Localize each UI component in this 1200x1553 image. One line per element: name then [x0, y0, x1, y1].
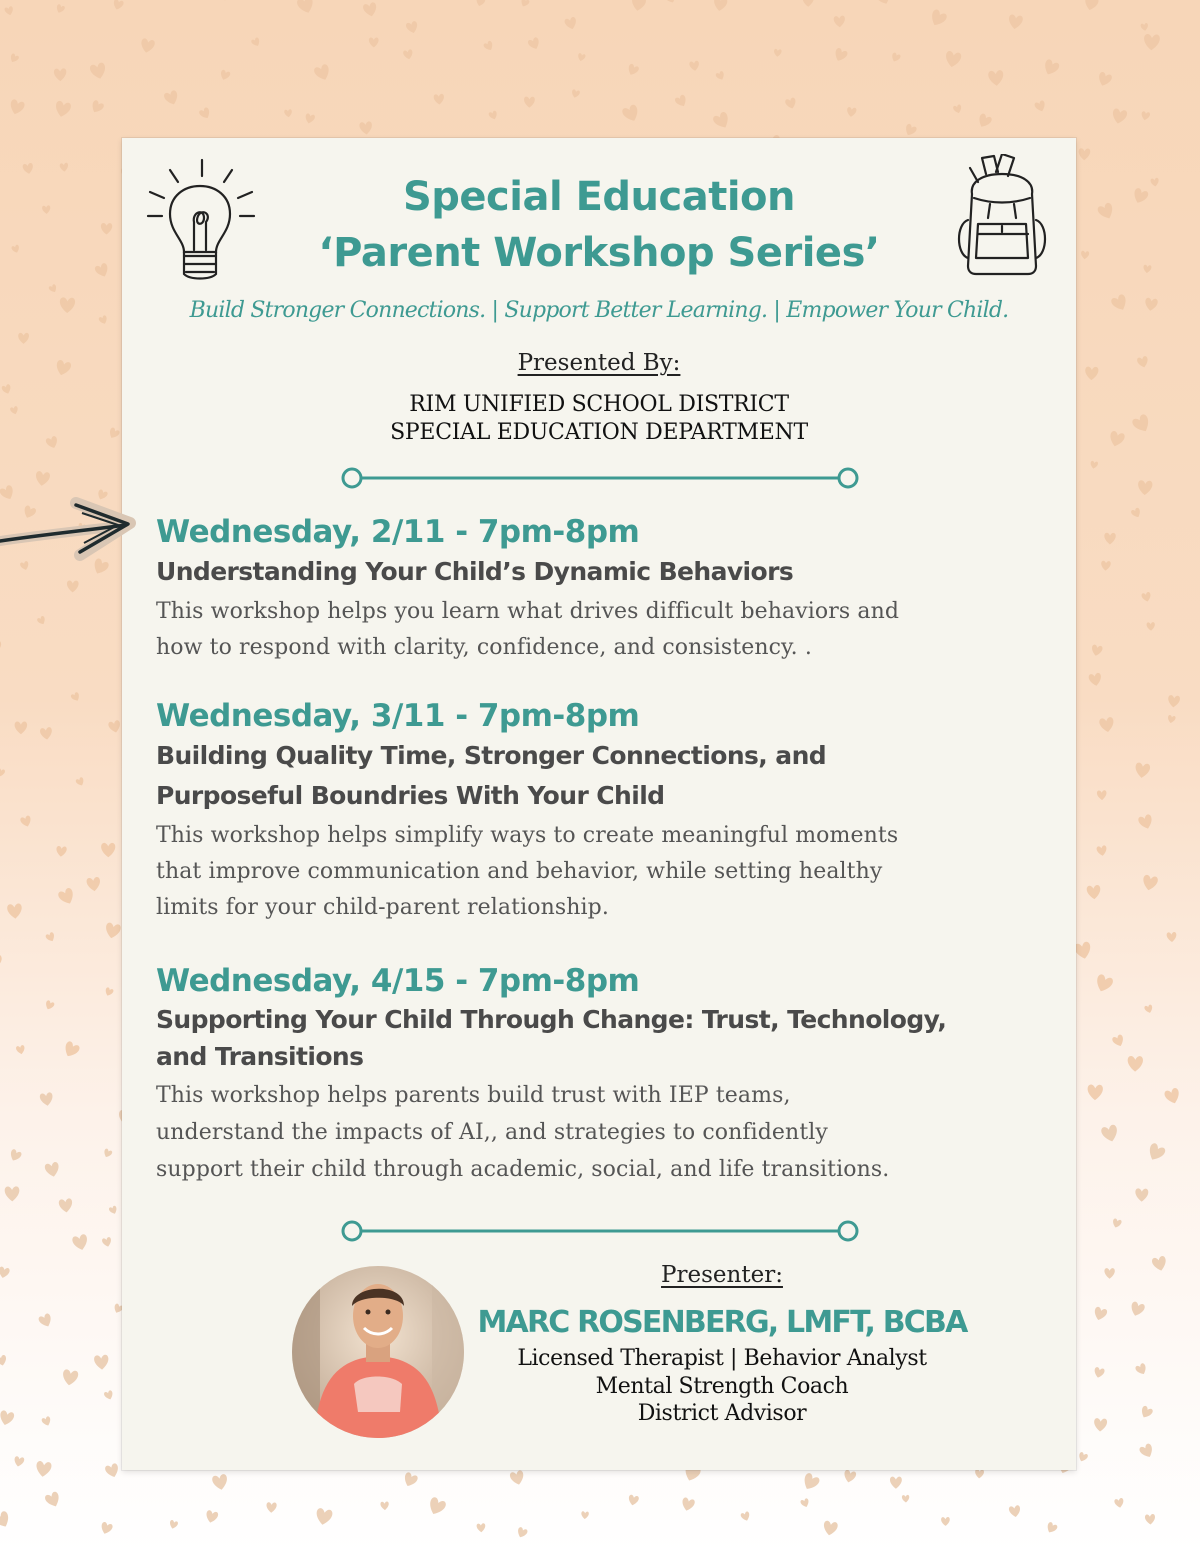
heart-decoration: [0, 1355, 8, 1367]
title-line: and Transitions: [156, 1042, 364, 1071]
heart-decoration: [45, 435, 59, 449]
heart-decoration: [571, 89, 581, 99]
session-3: [156, 961, 1051, 1188]
session-1-title: Understanding Your Child’s Dynamic Behaviors: [156, 557, 794, 586]
heart-decoration: [48, 284, 58, 294]
heart-decoration: [433, 94, 444, 105]
title-line: Purposeful Boundries With Your Child: [156, 781, 665, 810]
heart-decoration: [988, 70, 1004, 87]
heart-decoration: [251, 37, 262, 48]
session-1-date: Wednesday, 2/11 - 7pm-8pm: [156, 514, 640, 550]
heart-decoration: [86, 877, 101, 892]
heart-decoration: [54, 359, 72, 377]
heart-decoration: [1104, 1268, 1114, 1279]
presenter-credential-2: Mental Strength Coach: [595, 1374, 849, 1399]
heart-decoration: [1167, 715, 1176, 724]
heart-decoration: [101, 843, 115, 858]
heart-decoration: [1034, 100, 1047, 113]
title-line-1: Special Education: [402, 174, 796, 220]
heart-decoration: [1, 384, 12, 395]
heart-decoration: [1041, 58, 1060, 77]
heart-decoration: [1151, 1255, 1168, 1272]
heart-decoration: [832, 47, 848, 63]
heart-decoration: [54, 100, 72, 118]
heart-decoration: [1008, 1505, 1021, 1518]
heart-decoration: [902, 1495, 910, 1503]
heart-decoration: [1092, 1306, 1108, 1322]
heart-decoration: [1077, 1452, 1088, 1463]
heart-decoration: [1110, 293, 1129, 313]
heart-decoration: [976, 113, 993, 130]
heart-decoration: [1131, 413, 1153, 435]
heart-decoration: [1112, 1218, 1123, 1229]
heart-decoration: [112, 0, 124, 11]
heart-decoration: [10, 406, 19, 416]
heart-decoration: [359, 121, 373, 135]
heart-decoration: [1086, 885, 1101, 900]
heart-decoration: [198, 107, 212, 121]
heart-decoration: [102, 1148, 112, 1159]
heart-decoration: [22, 163, 34, 175]
description-line: This workshop helps parents build trust with IEP teams,: [156, 1083, 791, 1108]
heart-decoration: [1090, 461, 1099, 470]
heart-decoration: [1140, 23, 1148, 31]
heart-decoration: [1078, 148, 1090, 160]
heart-decoration: [1144, 1004, 1154, 1014]
heart-decoration: [1143, 265, 1152, 274]
heart-decoration: [1074, 941, 1093, 960]
heart-decoration: [163, 90, 180, 107]
heart-decoration: [1143, 34, 1160, 51]
heart-decoration: [1097, 202, 1116, 222]
heart-decoration: [577, 53, 586, 62]
flyer-card: [122, 138, 1076, 1470]
heart-decoration: [1150, 178, 1159, 187]
heart-decoration: [9, 53, 20, 64]
session-2: [156, 696, 1051, 926]
description-line: This workshop helps simplify ways to create meaningful moments: [156, 823, 899, 848]
heart-decoration: [890, 52, 901, 63]
heart-decoration: [405, 21, 419, 35]
description-line: support their child through academic, social, and life transitions.: [156, 1157, 890, 1182]
heart-decoration: [212, 1474, 229, 1492]
heart-decoration: [834, 16, 846, 28]
heart-decoration: [205, 1510, 219, 1524]
heart-decoration: [1164, 1087, 1182, 1105]
heart-decoration: [1141, 592, 1152, 603]
heart-decoration: [475, 0, 486, 7]
heart-decoration: [509, 1470, 525, 1486]
heart-decoration: [56, 846, 67, 857]
heart-decoration: [1085, 366, 1099, 380]
heart-decoration: [1099, 717, 1115, 733]
heart-decoration: [101, 223, 112, 235]
heart-decoration: [60, 163, 69, 172]
heart-decoration: [15, 721, 28, 734]
heart-decoration: [1167, 695, 1180, 708]
heart-decoration: [104, 987, 114, 997]
heart-decoration: [219, 69, 231, 81]
divider-top: [340, 466, 860, 490]
heart-decoration: [680, 1497, 695, 1512]
heart-decoration: [1096, 845, 1107, 857]
heart-decoration: [139, 38, 155, 54]
heart-decoration: [1129, 1301, 1146, 1318]
heart-decoration: [928, 8, 948, 28]
presenter-name: MARC ROSENBERG, LMFT, BCBA: [477, 1305, 967, 1340]
heart-decoration: [1139, 1405, 1154, 1420]
heart-decoration: [0, 1266, 10, 1279]
heart-decoration: [0, 640, 2, 652]
title-line: Supporting Your Child Through Change: Trust, Technology,: [156, 1005, 947, 1034]
heart-decoration: [403, 49, 414, 60]
heart-decoration: [45, 932, 56, 943]
heart-decoration: [37, 615, 47, 625]
heart-decoration: [72, 1234, 90, 1252]
heart-decoration: [975, 1469, 985, 1479]
heart-decoration: [1083, 0, 1099, 12]
heart-decoration: [785, 97, 798, 110]
heart-decoration: [107, 427, 120, 440]
heart-decoration: [1145, 1514, 1156, 1525]
heart-decoration: [803, 0, 814, 7]
description-line: how to respond with clarity, confidence, and consistency. .: [156, 635, 812, 660]
heart-decoration: [476, 1523, 485, 1532]
arrow-right-icon: [0, 495, 140, 575]
heart-decoration: [800, 1498, 810, 1508]
divider-bottom: [340, 1219, 860, 1243]
heart-decoration: [890, 1477, 902, 1489]
session-1: [156, 512, 1051, 666]
heart-decoration: [626, 63, 640, 77]
session-3-date: Wednesday, 4/15 - 7pm-8pm: [156, 963, 640, 999]
heart-decoration: [1008, 14, 1024, 30]
heart-decoration: [70, 692, 81, 703]
heart-decoration: [875, 0, 893, 6]
heart-decoration: [104, 922, 122, 940]
heart-decoration: [953, 104, 963, 114]
heart-decoration: [524, 97, 535, 108]
heart-decoration: [67, 580, 79, 592]
heart-decoration: [1131, 187, 1149, 205]
heart-decoration: [1141, 874, 1158, 891]
heart-decoration: [315, 1508, 333, 1527]
heart-decoration: [1140, 111, 1150, 121]
heart-decoration: [822, 1520, 838, 1536]
heart-decoration: [8, 1149, 22, 1163]
heart-decoration: [44, 1161, 60, 1178]
heart-decoration: [296, 0, 316, 15]
heart-decoration: [740, 1511, 751, 1522]
heart-decoration: [1108, 430, 1126, 448]
heart-decoration: [800, 1472, 820, 1493]
heart-decoration: [527, 37, 541, 51]
heart-decoration: [99, 1521, 113, 1535]
heart-decoration: [98, 315, 108, 325]
heart-decoration: [42, 205, 51, 214]
session-3-description: [156, 1077, 1051, 1188]
heart-decoration: [94, 262, 111, 279]
heart-decoration: [60, 297, 76, 313]
heart-decoration: [621, 104, 641, 124]
heart-decoration: [40, 727, 53, 740]
department-name: SPECIAL EDUCATION DEPARTMENT: [390, 420, 808, 445]
heart-decoration: [16, 1045, 26, 1055]
heart-decoration: [62, 1040, 81, 1059]
heart-decoration: [564, 16, 578, 30]
description-line: that improve communication and behavior, while setting healthy: [156, 859, 883, 884]
heart-decoration: [1114, 1498, 1125, 1509]
heart-decoration: [35, 471, 51, 487]
heart-decoration: [1081, 251, 1090, 260]
heart-decoration: [483, 40, 495, 52]
heart-decoration: [1088, 672, 1102, 686]
heart-decoration: [1135, 1188, 1148, 1201]
heart-decoration: [0, 1510, 12, 1530]
heart-decoration: [61, 1369, 78, 1387]
heart-decoration: [1100, 1124, 1119, 1144]
heart-decoration: [1045, 1521, 1058, 1534]
heart-decoration: [0, 768, 5, 778]
heart-decoration: [581, 1511, 589, 1519]
district-name: RIM UNIFIED SCHOOL DISTRICT: [409, 392, 789, 417]
heart-decoration: [104, 1463, 120, 1479]
heart-decoration: [58, 1198, 73, 1213]
presenter-credential-3: District Advisor: [637, 1401, 807, 1426]
heart-decoration: [20, 815, 33, 828]
heart-decoration: [1093, 1367, 1105, 1379]
heart-decoration: [1097, 790, 1107, 800]
heart-decoration: [0, 1410, 15, 1427]
heart-decoration: [94, 1355, 109, 1371]
heart-decoration: [773, 49, 781, 57]
heart-decoration: [108, 1205, 118, 1215]
heart-decoration: [41, 1416, 52, 1427]
title-line: Building Quality Time, Stronger Connections, and: [156, 741, 827, 770]
presented-by-label: Presented By:: [517, 350, 681, 376]
description-line: This workshop helps you learn what drives difficult behaviors and: [156, 599, 900, 624]
heart-decoration: [108, 720, 122, 734]
heart-decoration: [1138, 1443, 1155, 1460]
heart-decoration: [1127, 1056, 1143, 1072]
heart-decoration: [103, 1390, 114, 1401]
heart-decoration: [488, 110, 498, 120]
heart-decoration: [663, 0, 678, 5]
heart-decoration: [715, 71, 726, 82]
heart-decoration: [1166, 932, 1176, 943]
heart-decoration: [54, 68, 67, 81]
heart-decoration: [1093, 973, 1114, 994]
heart-decoration: [1094, 1418, 1108, 1432]
heart-decoration: [627, 1494, 639, 1506]
heart-decoration: [843, 1469, 857, 1483]
heart-decoration: [89, 99, 105, 115]
heart-decoration: [38, 1313, 54, 1329]
session-2-date: Wednesday, 3/11 - 7pm-8pm: [156, 698, 640, 734]
presenter-label: Presenter:: [661, 1262, 783, 1288]
heart-decoration: [7, 903, 23, 919]
heart-decoration: [519, 0, 530, 8]
heart-decoration: [1087, 1084, 1103, 1100]
heart-decoration: [13, 1456, 25, 1468]
heart-decoration: [713, 0, 728, 12]
heart-decoration: [1137, 480, 1152, 495]
heart-decoration: [380, 1501, 389, 1510]
heart-decoration: [903, 123, 917, 137]
heart-decoration: [941, 1517, 950, 1526]
heart-decoration: [1135, 1363, 1149, 1377]
heart-decoration: [304, 113, 315, 124]
description-line: limits for your child-parent relationship.: [156, 895, 609, 920]
heart-decoration: [35, 1461, 52, 1478]
heart-decoration: [674, 94, 689, 109]
heart-decoration: [5, 1186, 20, 1201]
heart-decoration: [631, 0, 647, 12]
heart-decoration: [516, 1526, 529, 1539]
heart-decoration: [169, 1520, 179, 1530]
heart-decoration: [39, 1092, 54, 1107]
heart-decoration: [1111, 108, 1128, 125]
title-line-2: ‘Parent Workshop Series’: [318, 230, 880, 276]
heart-decoration: [1111, 1034, 1125, 1048]
heart-decoration: [11, 244, 20, 254]
heart-decoration: [1096, 71, 1112, 88]
heart-decoration: [44, 1491, 62, 1509]
description-line: understand the impacts of AI,, and strategies to confidently: [156, 1120, 828, 1145]
heart-decoration: [1145, 1142, 1166, 1163]
heart-decoration: [18, 333, 29, 344]
heart-decoration: [944, 50, 962, 68]
heart-decoration: [313, 63, 332, 82]
heart-decoration: [846, 107, 856, 118]
heart-decoration: [1091, 644, 1103, 657]
heart-decoration: [1137, 814, 1154, 831]
heart-decoration: [44, 1000, 55, 1011]
heart-decoration: [1144, 297, 1158, 311]
heart-decoration: [1101, 561, 1111, 571]
heart-decoration: [1104, 533, 1116, 545]
heart-decoration: [712, 111, 732, 131]
heart-decoration: [55, 4, 65, 15]
presenter-credential-1: Licensed Therapist | Behavior Analyst: [517, 1346, 927, 1371]
heart-decoration: [1130, 507, 1142, 519]
heart-decoration: [75, 777, 85, 787]
session-3-title: [156, 1001, 1051, 1075]
session-2-description: [156, 818, 1051, 926]
heart-decoration: [89, 62, 107, 81]
heart-decoration: [284, 109, 292, 118]
heart-decoration: [362, 2, 378, 18]
heart-decoration: [8, 99, 25, 116]
heart-decoration: [426, 1496, 447, 1517]
presenter-photo: [292, 1266, 464, 1438]
heart-decoration: [369, 37, 379, 47]
heart-decoration: [57, 887, 76, 907]
heart-decoration: [1137, 356, 1150, 369]
heart-decoration: [4, 6, 14, 16]
heart-decoration: [1146, 622, 1155, 631]
heart-decoration: [1134, 762, 1150, 778]
tagline: Build Stronger Connections. | Support Better Learning. | Empower Your Child.: [189, 298, 1009, 323]
heart-decoration: [102, 1237, 113, 1248]
session-2-title: [156, 736, 1051, 816]
heart-decoration: [402, 1472, 419, 1489]
heart-decoration: [0, 954, 2, 970]
session-1-description: [156, 594, 1051, 666]
heart-decoration: [689, 60, 700, 71]
heart-decoration: [266, 1502, 277, 1513]
